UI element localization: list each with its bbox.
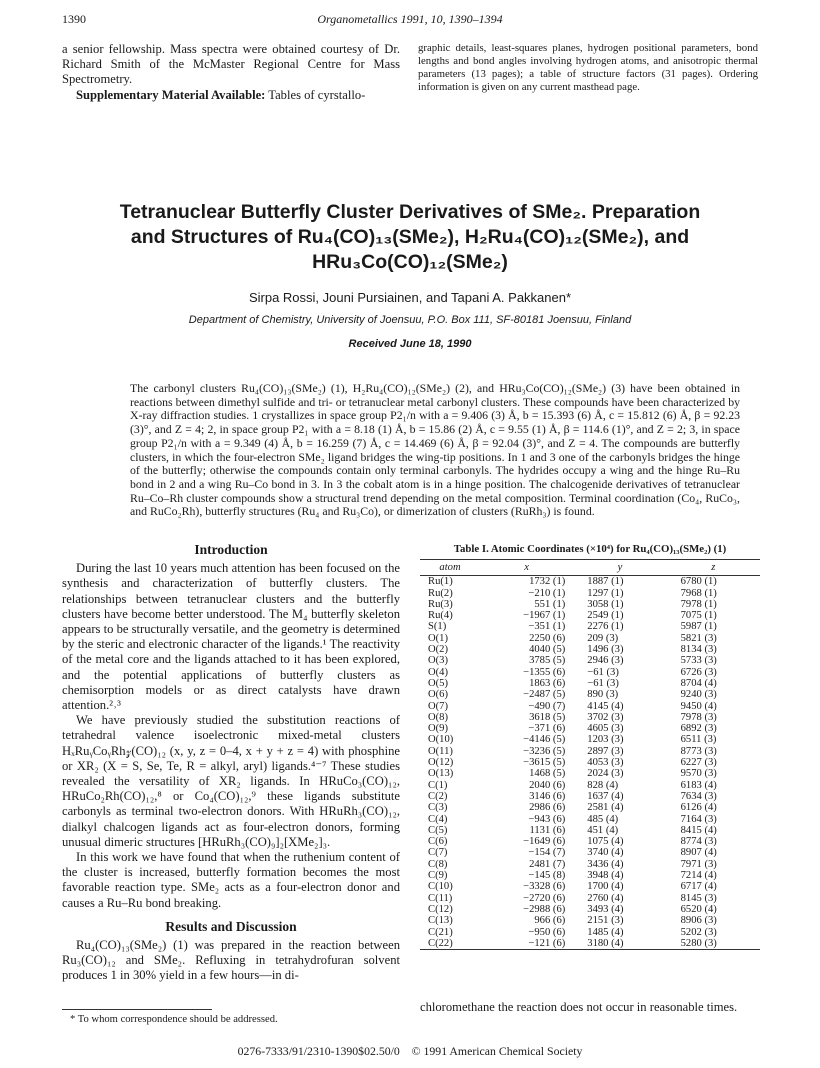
table-row [420, 610, 760, 621]
authors: Sirpa Rossi, Jouni Pursiainen, and Tapani A. Pakkanen* [248, 290, 572, 305]
cell-y: 2946 (3) [587, 655, 624, 667]
cell-atom: C(5) [428, 824, 448, 836]
intro-paragraph-3: In this work we have found that when the ruthenium content of the cluster is increased, butterfly formation becomes the most favorable reaction type. SMe₂ acts as a four-electron donor and causes a Ru–Ru bond breaking. [62, 850, 400, 910]
cell-y: 3702 (3) [587, 711, 624, 723]
cell-z: 7978 (3) [680, 711, 717, 723]
cell-y: 1700 (4) [587, 881, 624, 893]
cell-x: 1732 (1) [529, 576, 566, 588]
table-block [420, 543, 760, 950]
cell-x: 1863 (6) [529, 677, 566, 689]
cell-y: 1485 (4) [587, 926, 624, 938]
cell-x: −351 (1) [528, 621, 566, 633]
cell-atom: Ru(1) [428, 576, 453, 588]
cell-atom: Ru(4) [428, 610, 453, 622]
table-row [420, 723, 760, 734]
cell-x: −490 (7) [528, 700, 566, 712]
results-heading: Results and Discussion [165, 918, 297, 934]
table-row [420, 655, 760, 666]
cell-x: −210 (1) [528, 587, 566, 599]
table-row [420, 938, 760, 949]
cell-x: 3785 (5) [529, 655, 566, 667]
left-column [62, 542, 400, 984]
cell-x: −950 (6) [528, 926, 566, 938]
cell-y: 828 (4) [587, 779, 619, 791]
cell-atom: C(6) [428, 836, 448, 848]
supplementary-material [62, 88, 400, 103]
header-atom: atom [439, 562, 461, 573]
coordinates-table [420, 559, 760, 949]
cell-z: 6780 (1) [680, 576, 717, 588]
cell-x: −943 (6) [528, 813, 566, 825]
table-row [420, 588, 760, 599]
cell-y: 890 (3) [587, 689, 619, 701]
cell-y: 4145 (4) [587, 700, 624, 712]
introduction-heading: Introduction [194, 542, 268, 557]
table-header-row [420, 560, 760, 576]
results-paragraph-1: Ru₄(CO)₁₃(SMe₂) (1) was prepared in the reaction between Ru₃(CO)₁₂ and SMe₂. Refluxing in tetrahydrofuran solvent produces 1 in 30% yield in a few hours—in di- [62, 938, 400, 983]
title-line-1: Tetranuclear Butterfly Cluster Derivatives of SMe₂. Preparation [119, 201, 701, 223]
cell-atom: C(13) [428, 915, 453, 927]
cell-atom: O(10) [428, 734, 454, 746]
cell-y: 1637 (4) [587, 790, 624, 802]
table-row [420, 644, 760, 655]
footnote-rule [62, 1009, 212, 1010]
cell-y: 209 (3) [587, 632, 619, 644]
cell-atom: C(8) [428, 858, 448, 870]
supp-text: Tables of cyrstallo- [268, 87, 366, 102]
cell-y: 1297 (1) [587, 587, 624, 599]
cell-z: 5821 (3) [680, 632, 717, 644]
table-row [420, 791, 760, 802]
cell-x: −145 (8) [528, 870, 566, 882]
cell-atom: O(13) [428, 768, 454, 780]
cell-y: 2581 (4) [587, 802, 624, 814]
cell-y: −61 (3) [587, 666, 619, 678]
cell-x: 966 (6) [534, 915, 566, 927]
cell-atom: O(6) [428, 689, 449, 701]
cell-y: 3058 (1) [587, 598, 624, 610]
table-body [420, 576, 760, 949]
cell-x: 3146 (6) [529, 790, 566, 802]
cell-y: 451 (4) [587, 824, 619, 836]
cell-z: 8134 (3) [680, 644, 717, 656]
table-row [420, 847, 760, 858]
cell-z: 6227 (3) [680, 757, 717, 769]
intro-paragraph-2: We have previously studied the substitution reactions of tetrahedral valence isoelectronic mixed-metal clusters HₓRuᵧCoᵧRh𝓏(CO)₁₂ (x, y, z = 0–4, x + y + z = 4) with phosphine or XR₂ (X = S, Se, Te, R = alkyl, aryl) ligands.⁴⁻⁷ These studies revealed the versatility of XR₂ ligands. In HRuCo₃(CO)₁₂, HRuCo₂Rh(CO)₁₂,⁸ or Co₄(CO)₁₂,⁹ these ligands substitute carbonyls as terminal two-electron donors. With HRuRh₃(CO)₁₂, dialkyl chalcogen ligands act as four-electron donors, forming unusual dimeric structures [HRuRh₃(CO)₉]₂[XMe₂]₃. [62, 713, 400, 849]
affiliation: Department of Chemistry, University of Joensuu, P.O. Box 111, SF-80181 Joensuu, Finland [188, 314, 632, 326]
cell-y: 1496 (3) [587, 644, 624, 656]
cell-atom: Ru(2) [428, 587, 453, 599]
cell-x: −371 (6) [528, 723, 566, 735]
header-y: y [617, 562, 623, 573]
cell-y: 2897 (3) [587, 745, 624, 757]
cell-x: 2481 (7) [529, 858, 566, 870]
cell-z: 7968 (1) [680, 587, 717, 599]
cell-z: 8145 (3) [680, 892, 717, 904]
cell-x: −2720 (6) [523, 892, 566, 904]
table-row [420, 802, 760, 813]
cell-atom: O(7) [428, 700, 449, 712]
table-row [420, 825, 760, 836]
table-row [420, 814, 760, 825]
cell-x: 551 (1) [534, 598, 566, 610]
cell-z: 8906 (3) [680, 915, 717, 927]
cell-atom: O(12) [428, 757, 454, 769]
cell-z: 6726 (3) [680, 666, 717, 678]
cell-z: 7075 (1) [680, 610, 717, 622]
cell-y: 3740 (4) [587, 847, 624, 859]
cell-z: 5987 (1) [680, 621, 717, 633]
cell-atom: O(9) [428, 723, 449, 735]
cell-y: 3948 (4) [587, 870, 624, 882]
previous-article-right: graphic details, least-squares planes, hydrogen positional parameters, bond lengths and bond angles involving hydrogen atoms, and anisotropic thermal parameters (13 pages); a table of structure factors (31 pages). Ordering information is given on any current masthead page. [418, 42, 758, 93]
table-row [420, 757, 760, 768]
cell-z: 9240 (3) [680, 689, 717, 701]
cell-x: −1967 (1) [523, 610, 566, 622]
table-row [420, 689, 760, 700]
cell-z: 8773 (3) [680, 745, 717, 757]
cell-z: 7214 (4) [680, 870, 717, 882]
cell-z: 8704 (4) [680, 677, 717, 689]
cell-atom: C(4) [428, 813, 448, 825]
cell-z: 7164 (3) [680, 813, 717, 825]
footer-code: 0276-7333/91/2310-1390$02.50/0 [237, 1044, 400, 1058]
cell-x: −4146 (5) [523, 734, 566, 746]
table-row [420, 859, 760, 870]
intro-paragraph-1: During the last 10 years much attention has been focused on the synthesis and characterization of butterfly clusters. The relationships between tetranuclear clusters and the butterfly clusters have become better understood. The M₄ butterfly skeleton appears to be structurally versatile, and the geometry is determined by the steric and electronic character of the ligands.¹ The reactivity of the metal core and the ligands attached to it has been explored, and the potential applications of butterfly clusters as chemisorption models or as direct catalysts have drawn attention.²˒³ [62, 561, 400, 713]
table-row [420, 576, 760, 588]
cell-y: 4053 (3) [587, 757, 624, 769]
cell-atom: O(1) [428, 632, 449, 644]
acknowledgment-text: a senior fellowship. Mass spectra were obtained courtesy of Dr. Richard Smith of the McMaster Regional Centre for Mass Spectrometry. [62, 42, 400, 87]
right-column-continuation: chloromethane the reaction does not occur in reasonable times. [420, 1000, 738, 1014]
abstract: The carbonyl clusters Ru₄(CO)₁₃(SMe₂) (1), H₂Ru₄(CO)₁₂(SMe₂) (2), and HRu₃Co(CO)₁₂(SMe₂) (3) have been obtained in reactions between dimethyl sulfide and tri- or tetranuclear metal carbonyl clusters. These compounds have been characterized by X-ray diffraction studies. 1 crystallizes in space group P2₁/n with a = 9.406 (3) Å, b = 15.393 (6) Å, c = 15.812 (6) Å, β = 92.23 (3)°, and Z = 4; 2, in space group P2₁ with a = 8.18 (1) Å, b = 15.86 (2) Å, c = 9.55 (1) Å, β = 114.6 (1)°, and Z = 2; 3, in space group P2₁/n with a = 9.349 (4) Å, b = 16.259 (7) Å, c = 14.469 (6) Å, β = 92.04 (3)°, and Z = 4. The compounds are butterfly clusters, in which the four-electron SMe₂ ligand bridges the wing-tip positions. In 1 and 3 one of the carbonyls bridges the hinge of the butterfly; otherwise the compounds contain only terminal carbonyls. The hydrides occupy a wing and the hinge Ru–Ru bond in 2 and a wing Ru–Co bond in 3. In 3 the cobalt atom is in a hinge position. The chalcogenide derivatives of tetranuclear Ru–Co–Rh cluster compounds show a structural trend depending on the metal composition. Terminal coordination (Co₄, RuCo₃, and RuCo₂Rh), butterfly structures (Ru₄ and Ru₃Co), or dimerization of clusters (RuRh₃) is found. [130, 381, 740, 519]
cell-y: 1887 (1) [587, 576, 624, 588]
cell-atom: C(21) [428, 926, 453, 938]
cell-y: 2549 (1) [587, 610, 624, 622]
cell-z: 5733 (3) [680, 655, 717, 667]
cell-atom: O(2) [428, 644, 449, 656]
article-title [60, 200, 760, 275]
title-line-2: and Structures of Ru₄(CO)₁₃(SMe₂), H₂Ru₄(CO)₁₂(SMe₂), and [130, 226, 690, 248]
table-row [420, 768, 760, 779]
table-row [420, 701, 760, 712]
cell-z: 8774 (3) [680, 836, 717, 848]
footer-copyright: © 1991 American Chemical Society [411, 1044, 583, 1058]
table-row [420, 927, 760, 938]
table-caption: Table I. Atomic Coordinates (×10⁴) for Ru₄(CO)₁₃(SMe₂) (1) [453, 543, 727, 555]
table-row [420, 633, 760, 644]
cell-y: 2151 (3) [587, 915, 624, 927]
cell-z: 8907 (4) [680, 847, 717, 859]
table-row [420, 746, 760, 757]
cell-atom: C(1) [428, 779, 448, 791]
cell-atom: O(11) [428, 745, 453, 757]
table-row [420, 881, 760, 892]
table-row [420, 621, 760, 632]
table-row [420, 780, 760, 791]
cell-atom: C(3) [428, 802, 448, 814]
cell-atom: C(9) [428, 870, 448, 882]
page-footer [0, 1044, 820, 1059]
cell-x: 1131 (6) [529, 824, 566, 836]
cell-x: 4040 (5) [529, 644, 566, 656]
cell-x: −3236 (5) [523, 745, 566, 757]
header-z: z [711, 562, 716, 573]
cell-x: −1649 (6) [523, 836, 566, 848]
cell-z: 9570 (3) [680, 768, 717, 780]
table-row [420, 904, 760, 915]
cell-atom: C(10) [428, 881, 453, 893]
cell-atom: O(3) [428, 655, 449, 667]
cell-atom: C(7) [428, 847, 448, 859]
cell-atom: C(11) [428, 892, 453, 904]
cell-y: 1203 (3) [587, 734, 624, 746]
cell-z: 6892 (3) [680, 723, 717, 735]
table-row [420, 915, 760, 926]
cell-x: 2040 (6) [529, 779, 566, 791]
table-row [420, 678, 760, 689]
cell-y: 3493 (4) [587, 903, 624, 915]
cell-x: −2988 (6) [523, 903, 566, 915]
supp-label: Supplementary Material Available: [76, 87, 266, 102]
cell-y: 1075 (4) [587, 836, 624, 848]
cell-x: −3615 (5) [523, 757, 566, 769]
page-number: 1390 [62, 12, 86, 26]
cell-z: 6183 (4) [680, 779, 717, 791]
cell-atom: O(8) [428, 711, 449, 723]
table-row [420, 836, 760, 847]
cell-x: 3618 (5) [529, 711, 566, 723]
cell-atom: O(4) [428, 666, 449, 678]
cell-x: −2487 (5) [523, 689, 566, 701]
cell-z: 5280 (3) [680, 937, 717, 949]
received-date: Received June 18, 1990 [348, 338, 472, 350]
cell-x: −154 (7) [528, 847, 566, 859]
cell-atom: C(2) [428, 790, 448, 802]
previous-article-left [62, 42, 400, 103]
footnote: * To whom correspondence should be addressed. [70, 1014, 278, 1025]
table-row [420, 712, 760, 723]
table-row [420, 893, 760, 904]
cell-z: 6717 (4) [680, 881, 717, 893]
cell-y: 485 (4) [587, 813, 619, 825]
cell-atom: Ru(3) [428, 598, 453, 610]
cell-atom: S(1) [428, 621, 447, 633]
cell-atom: C(22) [428, 937, 453, 949]
cell-x: 2250 (6) [529, 632, 566, 644]
cell-z: 5202 (3) [680, 926, 717, 938]
cell-z: 7971 (3) [680, 858, 717, 870]
cell-z: 7978 (1) [680, 598, 717, 610]
title-line-3: HRu₃Co(CO)₁₂(SMe₂) [312, 251, 508, 273]
cell-x: 1468 (5) [529, 768, 566, 780]
header-x: x [524, 562, 529, 573]
cell-x: −121 (6) [528, 937, 566, 949]
cell-y: 3180 (4) [587, 937, 624, 949]
cell-y: 2276 (1) [587, 621, 624, 633]
cell-z: 6520 (4) [680, 903, 717, 915]
table-bottom-rule [420, 949, 760, 950]
cell-z: 9450 (4) [680, 700, 717, 712]
cell-y: −61 (3) [587, 677, 619, 689]
cell-z: 6126 (4) [680, 802, 717, 814]
table-row [420, 870, 760, 881]
cell-y: 2760 (4) [587, 892, 624, 904]
cell-z: 8415 (4) [680, 824, 717, 836]
cell-y: 3436 (4) [587, 858, 624, 870]
cell-x: −3328 (6) [523, 881, 566, 893]
cell-x: −1355 (6) [523, 666, 566, 678]
table-row [420, 599, 760, 610]
cell-y: 2024 (3) [587, 768, 624, 780]
running-header: Organometallics 1991, 10, 1390–1394 [317, 12, 503, 26]
cell-y: 4605 (3) [587, 723, 624, 735]
table-row [420, 667, 760, 678]
table-row [420, 734, 760, 745]
cell-atom: C(12) [428, 903, 453, 915]
cell-z: 6511 (3) [680, 734, 717, 746]
cell-z: 7634 (3) [680, 790, 717, 802]
cell-x: 2986 (6) [529, 802, 566, 814]
cell-atom: O(5) [428, 677, 449, 689]
